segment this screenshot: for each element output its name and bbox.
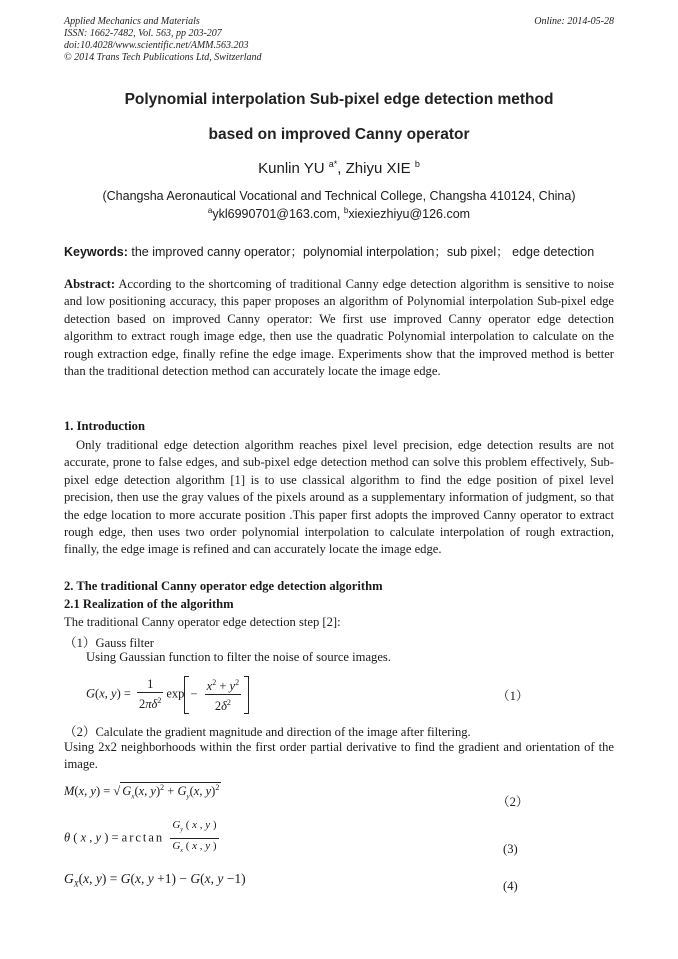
- step-1-desc: Using Gaussian function to filter the noise of source images.: [86, 650, 391, 664]
- author-separator: ,: [337, 160, 346, 177]
- equation-3-number: (3): [503, 842, 518, 856]
- equation-1: G(x, y) = $\frac{1}{2\pi\delta^2}$ exp − $\frac{x^2 + y^2}{2\delta^2}$: [86, 675, 249, 714]
- step-1-title: （1）Gauss filter: [64, 636, 154, 650]
- email-b-sup: b: [343, 206, 349, 215]
- equation-4: $G_X(x$, y) = G(x, y +1) − G(x, y −1): [64, 871, 246, 889]
- step-2-desc: Using 2x2 neighborhoods within the first order partial derivative to find the gradient and orientation of the image.: [64, 740, 614, 772]
- section-2-1-heading: 2.1 Realization of the algorithm: [64, 597, 234, 611]
- authors: [0, 159, 678, 177]
- author-1-sup: a*: [328, 159, 338, 169]
- doi-line: doi:10.4028/www.scientific.net/AMM.563.203: [64, 40, 249, 51]
- email-a-sup: a: [207, 206, 213, 215]
- keywords-text: the improved canny operator；polynomial interpolation；sub pixel； edge detection: [127, 245, 595, 259]
- email-b: xiexiezhiyu@126.com: [348, 207, 471, 222]
- section-1-heading: 1. Introduction: [64, 419, 145, 433]
- abstract-text: According to the shortcoming of traditional Canny edge detection algorithm is sensitive to noise and low positioning accuracy, this paper proposes an algorithm of Polynomial interpolation Sub-pixel edge detection based on improved Canny operator: We first use improved Canny operator edge detection algorithm to extract rough image edge, then use the quadratic Polynomial interpolation to calculate on the rough extraction edge, finally refine the edge image. Experiments show that the improved method is better than the traditional detection method can accurately locate the image edge.: [64, 277, 614, 379]
- equation-2: M(x, y) = √ $G_x(x$, $y)^2 + G_y(x$, y)$^2$: [64, 783, 220, 801]
- journal-name: Applied Mechanics and Materials: [64, 16, 200, 27]
- equation-3: θ ( x , y ) = arctan $\frac{G_y ( x , y )}{G_x ( x , y )}$: [64, 819, 217, 855]
- step-2-title: （2）Calculate the gradient magnitude and direction of the image after filtering.: [64, 725, 471, 739]
- equation-4-number: (4): [503, 879, 518, 893]
- abstract: [64, 276, 614, 380]
- section-2-heading: 2. The traditional Canny operator edge detection algorithm: [64, 579, 383, 593]
- paper-title-line1: Polynomial interpolation Sub-pixel edge detection method: [124, 91, 554, 108]
- affiliation: (Changsha Aeronautical Vocational and Technical College, Changsha 410124, China): [102, 189, 576, 203]
- author-1-name: Kunlin YU: [258, 160, 325, 177]
- online-date: Online: 2014-05-28: [534, 16, 614, 27]
- issn-line: ISSN: 1662-7482, Vol. 563, pp 203-207: [64, 28, 222, 39]
- keywords: [64, 242, 624, 260]
- paper-title-line2: based on improved Canny operator: [208, 126, 470, 143]
- copyright-line: © 2014 Trans Tech Publications Ltd, Switzerland: [64, 52, 262, 63]
- emails: [0, 206, 678, 221]
- equation-2-number: （2）: [497, 795, 529, 809]
- author-2-sup: b: [414, 159, 420, 169]
- abstract-label: Abstract:: [64, 277, 116, 291]
- equation-1-number: （1）: [497, 689, 529, 703]
- section-1-text: Only traditional edge detection algorithm reaches pixel level precision, edge detection results are not accurate, prone to false edges, and sub-pixel edge detection method can solve this problem effectively, Sub-pixel edge detection algorithm [1] is to use classical algorithm to find the edge position of pixel level precision, then use the gray values of the pixels around as a supplementary information of judgment, so that the edge location to more accurate position .This paper first adopts the improved Canny operator to extract rough edge, then uses two order polynomial interpolation to calculate interpolation of rough extraction, finally, the edge image is refined and can accurately locate the image edge.: [64, 438, 614, 557]
- email-a: ykl6990701@163.com,: [212, 207, 344, 222]
- keywords-label: Keywords:: [64, 245, 128, 259]
- section-2-intro: The traditional Canny operator edge detection step [2]:: [64, 615, 341, 629]
- author-2-name: Zhiyu XIE: [345, 160, 411, 177]
